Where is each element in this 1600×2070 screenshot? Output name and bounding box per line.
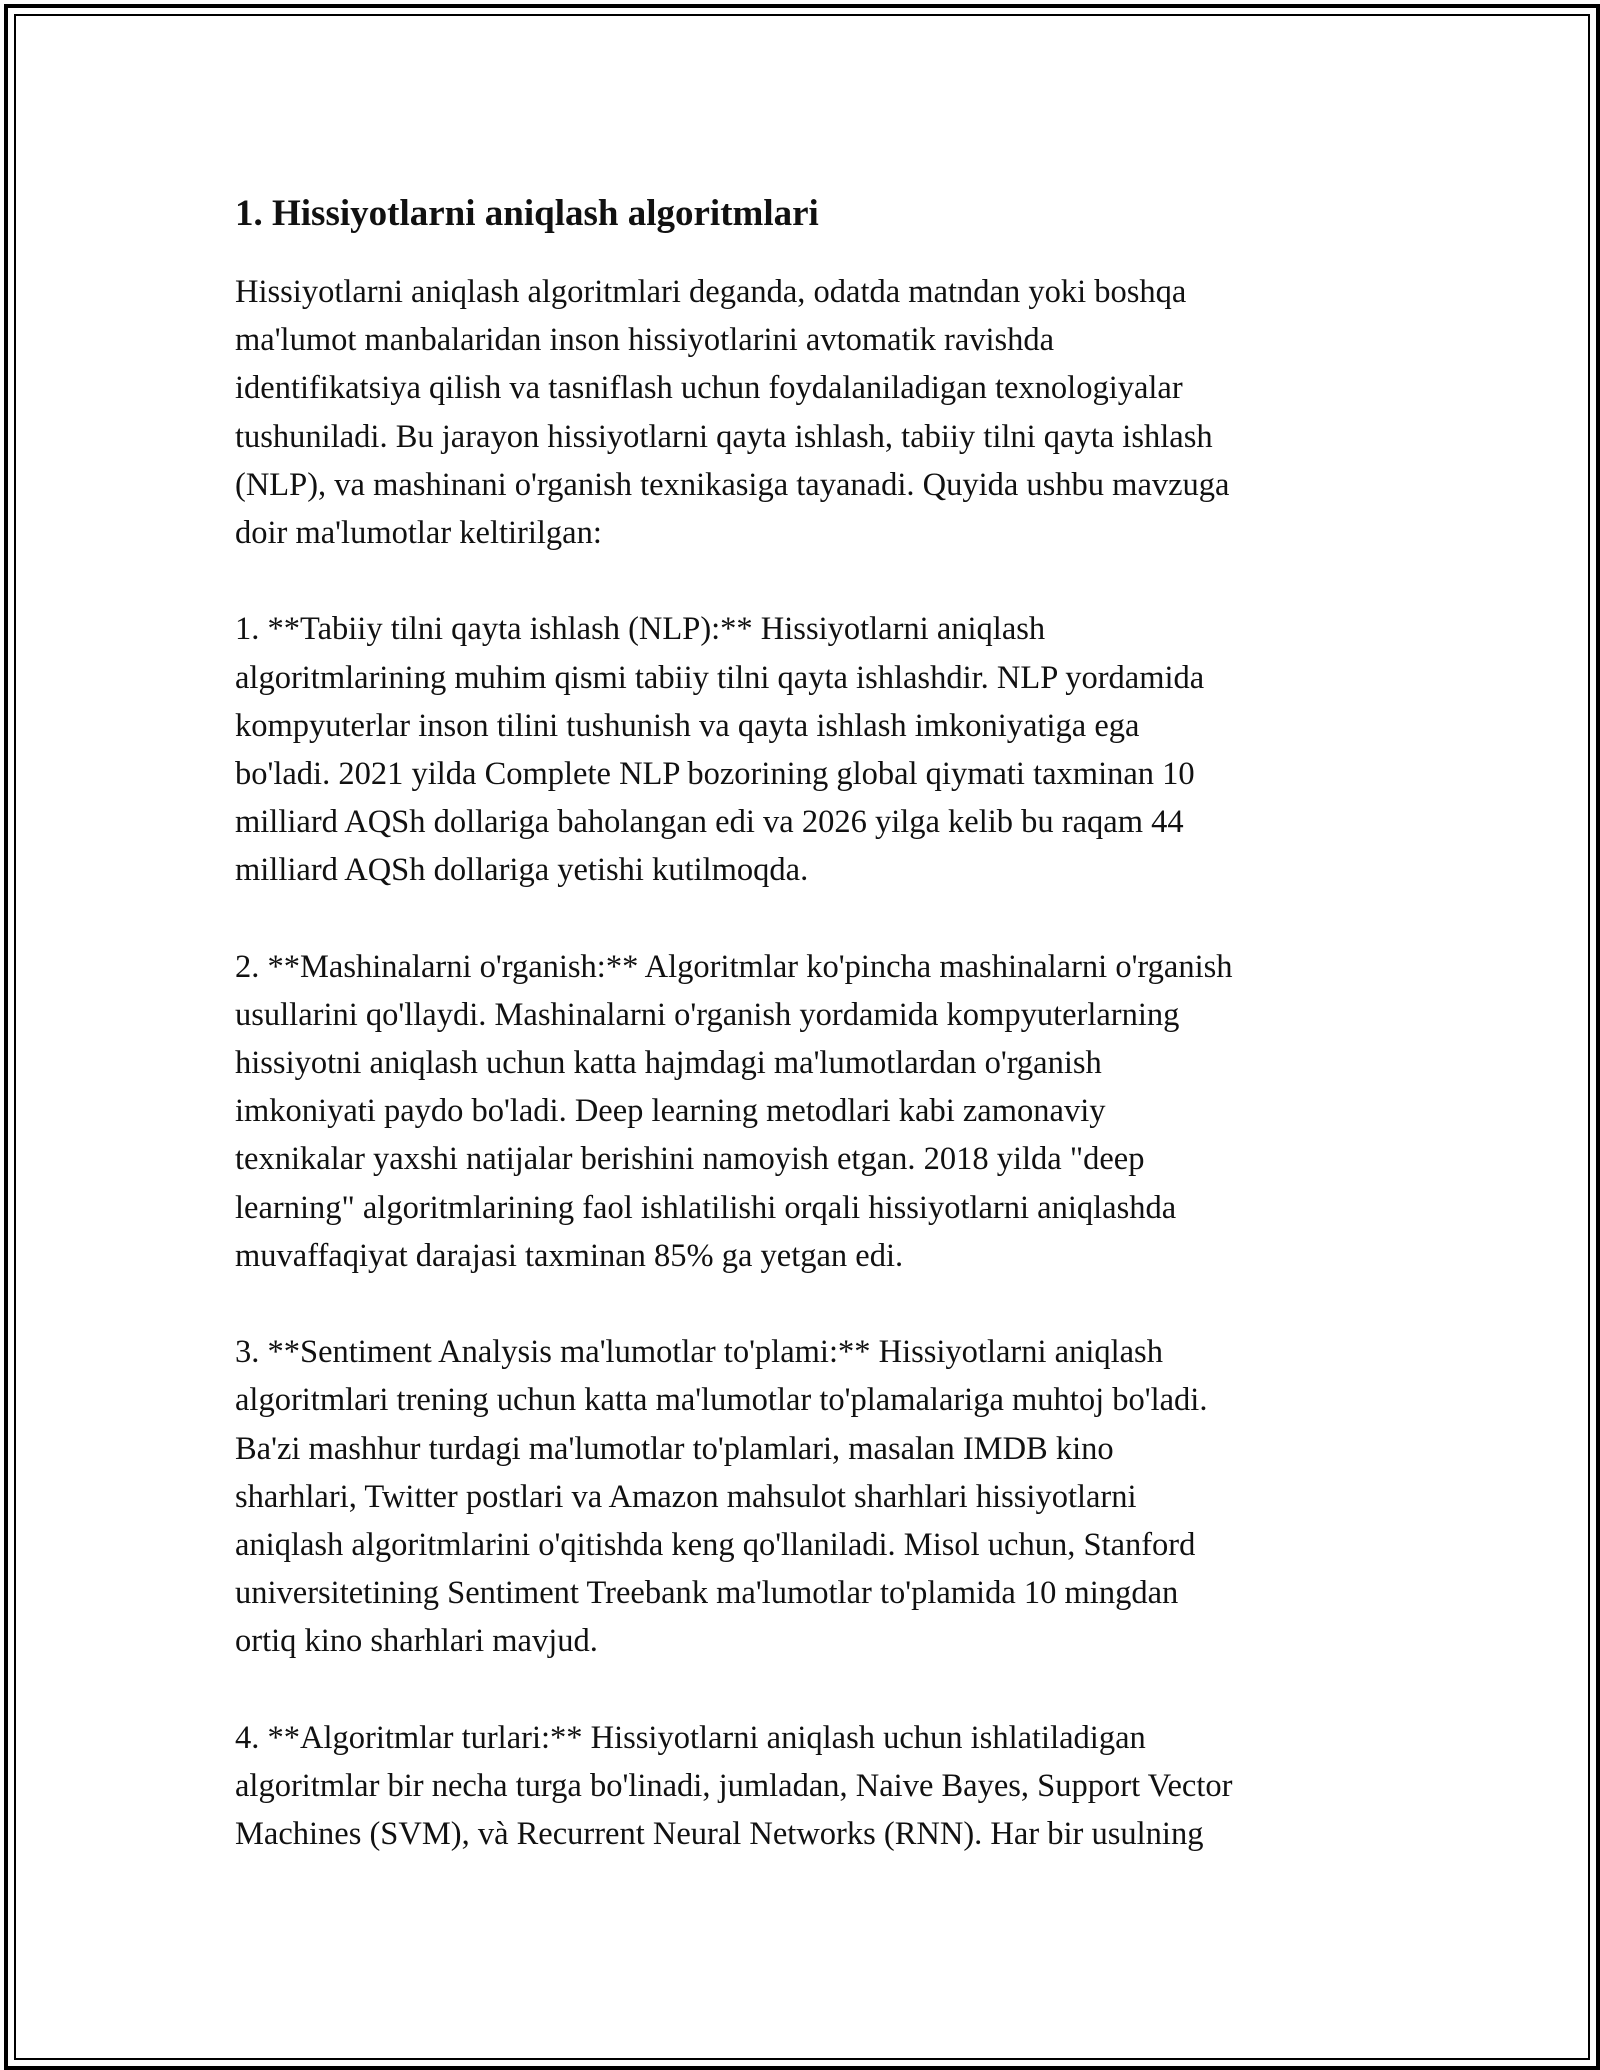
text-line: tushuniladi. Bu jarayon hissiyotlarni qayta ishlash, tabiiy tilni qayta ishlash [235, 418, 1213, 455]
text-line: algoritmlari trening uchun katta ma'lumotlar to'plamalariga muhtoj bo'ladi. [235, 1382, 1208, 1419]
text-line: milliard AQSh dollariga yetishi kutilmoqda. [235, 852, 809, 889]
text-line: identifikatsiya qilish va tasniflash uchun foydalaniladigan texnologiyalar [235, 370, 1183, 407]
text-line: 4. **Algoritmlar turlari:** Hissiyotlarni aniqlash uchun ishlatiladigan [235, 1719, 1146, 1756]
intro-paragraph [235, 268, 1375, 557]
text-line: bo'ladi. 2021 yilda Complete NLP bozorining global qiymati taxminan 10 [235, 755, 1195, 792]
text-line: texnikalar yaxshi natijalar berishini namoyish etgan. 2018 yilda "deep [235, 1141, 1145, 1178]
text-line: algoritmlar bir necha turga bo'linadi, jumladan, Naive Bayes, Support Vector [235, 1767, 1233, 1804]
paragraph-spacer [235, 894, 1375, 942]
list-item-machine-learning [235, 943, 1375, 1280]
text-line: 2. **Mashinalarni o'rganish:** Algoritmlar ko'pincha mashinalarni o'rganish [235, 948, 1233, 985]
text-line: kompyuterlar inson tilini tushunish va qayta ishlash imkoniyatiga ega [235, 707, 1140, 744]
text-line: imkoniyati paydo bo'ladi. Deep learning metodlari kabi zamonaviy [235, 1093, 1106, 1130]
text-line: algoritmlarining muhim qismi tabiiy tilni qayta ishlashdir. NLP yordamida [235, 659, 1205, 696]
text-line: (NLP), va mashinani o'rganish texnikasiga tayanadi. Quyida ushbu mavzuga [235, 466, 1230, 503]
text-line: 3. **Sentiment Analysis ma'lumotlar to'plami:** Hissiyotlarni aniqlash [235, 1334, 1163, 1371]
text-line: Ba'zi mashhur turdagi ma'lumotlar to'plamlari, masalan IMDB kino [235, 1430, 1114, 1467]
paragraph-spacer [235, 1280, 1375, 1328]
list-item-algorithm-types [235, 1714, 1375, 1859]
section-heading: 1. Hissiyotlarni aniqlash algoritmlari [235, 193, 819, 234]
text-line: 1. **Tabiiy tilni qayta ishlash (NLP):** Hissiyotlarni aniqlash [235, 611, 1046, 648]
text-line: milliard AQSh dollariga baholangan edi va 2026 yilga kelib bu raqam 44 [235, 804, 1184, 841]
text-line: aniqlash algoritmlarini o'qitishda keng qo'llaniladi. Misol uchun, Stanford [235, 1526, 1196, 1563]
text-line: doir ma'lumotlar keltirilgan: [235, 514, 602, 551]
text-line: Machines (SVM), và Recurrent Neural Networks (RNN). Har bir usulning [235, 1816, 1204, 1852]
text-line: Hissiyotlarni aniqlash algoritmlari deganda, odatda matndan yoki boshqa [235, 274, 1187, 310]
paragraph-spacer [235, 1665, 1375, 1713]
text-line: ortiq kino sharhlari mavjud. [235, 1623, 598, 1660]
text-line: usullarini qo'llaydi. Mashinalarni o'rganish yordamida kompyuterlarning [235, 996, 1180, 1033]
paragraph-spacer [235, 557, 1375, 605]
text-line: learning" algoritmlarining faol ishlatilishi orqali hissiyotlarni aniqlashda [235, 1189, 1177, 1226]
list-item-nlp [235, 605, 1375, 894]
text-line: muvaffaqiyat darajasi taxminan 85% ga yetgan edi. [235, 1237, 904, 1274]
text-line: ma'lumot manbalaridan inson hissiyotlarini avtomatik ravishda [235, 322, 1055, 359]
list-item-datasets [235, 1328, 1375, 1665]
text-line: hissiyotni aniqlash uchun katta hajmdagi ma'lumotlardan o'rganish [235, 1045, 1102, 1081]
text-line: sharhlari, Twitter postlari va Amazon mahsulot sharhlari hissiyotlarni [235, 1478, 1137, 1515]
text-line: universitetining Sentiment Treebank ma'lumotlar to'plamida 10 mingdan [235, 1575, 1179, 1612]
document-body [235, 190, 1375, 1858]
